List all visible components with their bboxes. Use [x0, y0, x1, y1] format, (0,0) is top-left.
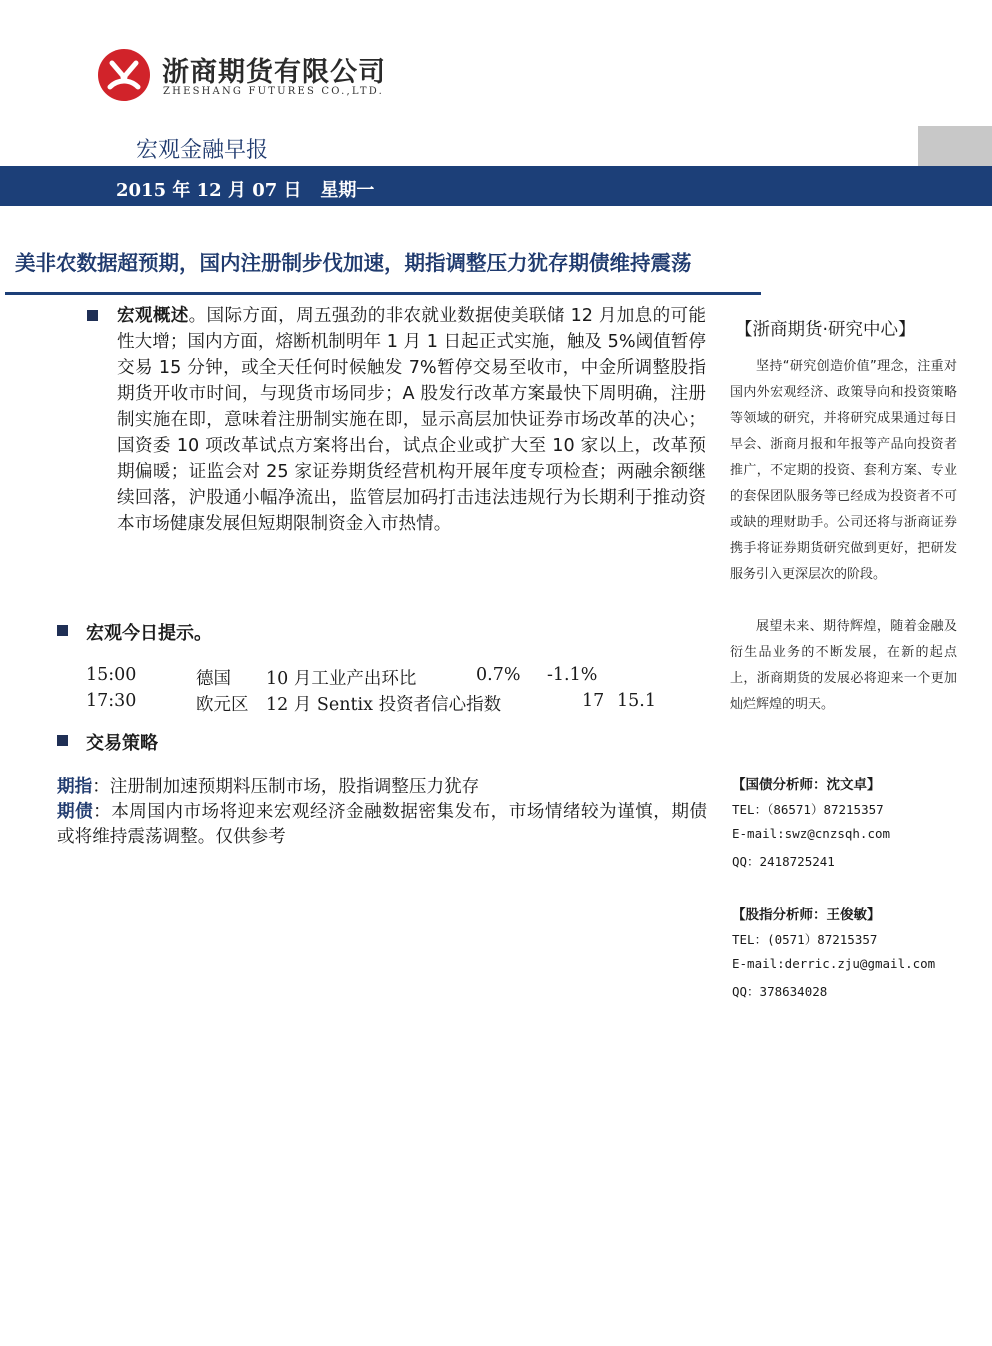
report-date	[116, 176, 374, 202]
strategy-title: 交易策略	[86, 733, 158, 754]
headline: 美非农数据超预期，国内注册制步伐加速，期指调整压力犹存期债维持震荡	[15, 251, 692, 275]
calendar-region: 欧元区	[196, 695, 249, 715]
sidebar-intro: 坚持“研究创造价值”理念，注重对国内外宏观经济、政策导向和投资策略等领域的研究，并将研究成果通过每日早会、浙商月报和年报等产品向投资者推广，不定期的投资、套利方案、专业的套保团队服务等已经成为投资者不可或缺的理财助手。公司还将与浙商证券携手将证券期货研究做到更好，把研发服务引入更深层次的阶段。	[730, 359, 957, 582]
calendar-value-2: -1.1%	[547, 665, 598, 685]
bullet-square-icon	[57, 625, 68, 636]
analyst-tel: TEL：(0571）87215357	[732, 932, 878, 947]
company-name-cn: 浙商期货有限公司	[162, 57, 386, 88]
sidebar-outlook: 展望未来、期待辉煌，随着金融及衍生品业务的不断发展，在新的起点上，浙商期货的发展必将迎来一个更加灿烂辉煌的明天。	[730, 619, 957, 712]
calendar-value-1: 0.7%	[476, 665, 521, 685]
weekday-value: 星期一	[320, 180, 375, 201]
overview-text: 。国际方面，周五强劲的非农就业数据使美联储 12 月加息的可能性大增；国内方面，熔断机制明年 1 月 1 日起正式实施，触及 5%阈值暂停交易 15 分钟，或全天任何时候触发 7%暂停交易至收市，中金所调整股指期货开收市时间，与现货市场同步；A 股发行改革方案最快下周明确，注册制实施在即，意味着注册制实施在即，显示高层加快证券市场改革的决心；国资委 10 项改革试点方案将出台，试点企业或扩大至 10 家以上，改革预期偏暖；证监会对 25 家证券期货经营机构开展年度专项检查；两融余额继续回落，沪股通小幅净流出，监管层加码打击违法违规行为长期利于推动资本市场健康发展但短期限制资金入市热情。	[117, 306, 706, 534]
strategy-text: ：注册制加速预期料压制市场，股指调整压力犹存	[92, 777, 480, 797]
analyst-qq: QQ：378634028	[732, 984, 828, 999]
calendar-value-1: 17	[582, 691, 605, 711]
analyst-qq: QQ：2418725241	[732, 854, 835, 869]
company-logo-icon	[96, 47, 152, 103]
calendar-time: 17:30	[86, 691, 137, 711]
strategy-item-bond-futures	[57, 800, 707, 850]
sidebar-title: 【浙商期货·研究中心】	[735, 320, 916, 340]
analyst-tel: TEL：（86571）87215357	[732, 802, 884, 817]
macro-overview	[117, 303, 706, 537]
bullet-square-icon	[57, 735, 68, 746]
analyst-heading: 【国债分析师：沈文卓】	[732, 777, 881, 793]
analyst-email: E-mail:derric.zju@gmail.com	[732, 956, 936, 971]
analyst-heading: 【股指分析师：王俊敏】	[732, 907, 881, 923]
bullet-square-icon	[87, 310, 98, 321]
calendar-event: 10 月工业产出环比	[266, 669, 417, 689]
company-name-en: ZHESHANG FUTURES CO.,LTD.	[163, 86, 384, 97]
strategy-item-index-futures	[57, 775, 707, 800]
calendar-row	[86, 665, 706, 691]
analyst-email: E-mail:swz@cnzsqh.com	[732, 826, 891, 841]
calendar-event: 12 月 Sentix 投资者信心指数	[266, 695, 502, 715]
overview-label: 宏观概述	[117, 306, 189, 326]
today-title: 宏观今日提示。	[86, 623, 212, 644]
strategy-text: ：本周国内市场将迎来宏观经济金融数据密集发布，市场情绪较为谨慎，期债或将维持震荡调整。仅供参考	[57, 802, 707, 847]
calendar-region: 德国	[196, 669, 231, 689]
strategy-label: 期债	[57, 802, 94, 822]
date-value: 2015 年 12 月 07 日	[116, 180, 302, 201]
calendar-row	[86, 691, 706, 717]
headline-divider	[5, 292, 761, 295]
header-gray-block	[918, 126, 992, 166]
report-type: 宏观金融早报	[136, 138, 269, 163]
calendar-time: 15:00	[86, 665, 137, 685]
strategy-label: 期指	[57, 777, 93, 797]
calendar-value-2: 15.1	[617, 691, 656, 711]
